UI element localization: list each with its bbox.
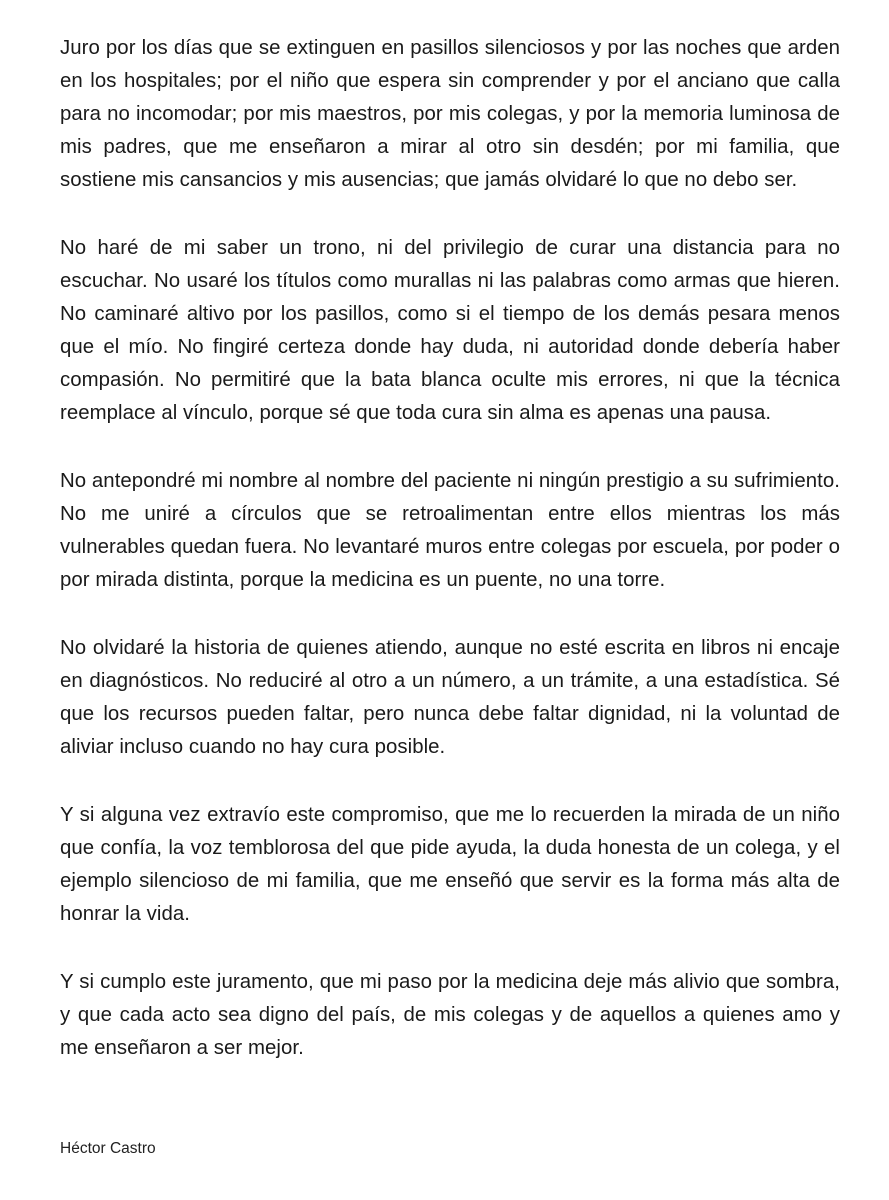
paragraph-3: No antepondré mi nombre al nombre del paciente ni ningún prestigio a su sufrimiento. No me uniré a círculos que se retroalimentan entre ellos mientras los más vulnerables quedan fuera. No levantaré muros entre colegas por escuela, por poder o por mirada distinta, porque la medicina es un puente, no una torre. [60, 470, 840, 591]
paragraph-4: No olvidaré la historia de quienes atiendo, aunque no esté escrita en libros ni encaje en diagnósticos. No reduciré al otro a un número, a un trámite, a una estadística. Sé que los recursos pueden faltar, pero nunca debe faltar dignidad, ni la voluntad de aliviar incluso cuando no hay cura posible. [60, 637, 840, 758]
oath-text [60, 32, 840, 1100]
paragraph-5: Y si alguna vez extravío este compromiso, que me lo recuerden la mirada de un niño que confía, la voz temblorosa del que pide ayuda, la duda honesta de un colega, y el ejemplo silencioso de mi familia, que me enseñó que servir es la forma más alta de honrar la vida. [60, 804, 840, 925]
author-signature: Héctor Castro [60, 1140, 156, 1157]
paragraph-2: No haré de mi saber un trono, ni del privilegio de curar una distancia para no escuchar. No usaré los títulos como murallas ni las palabras como armas que hieren. No caminaré altivo por los pasillos, como si el tiempo de los demás pesara menos que el mío. No fingiré certeza donde hay duda, ni autoridad donde debería haber compasión. No permitiré que la bata blanca oculte mis errores, ni que la técnica reemplace al vínculo, porque sé que toda cura sin alma es apenas una pausa. [60, 237, 840, 424]
paragraph-6: Y si cumplo este juramento, que mi paso por la medicina deje más alivio que sombra, y que cada acto sea digno del país, de mis colegas y de aquellos a quienes amo y me enseñaron a ser mejor. [60, 971, 840, 1059]
paragraph-1: Juro por los días que se extinguen en pasillos silenciosos y por las noches que arden en los hospitales; por el niño que espera sin comprender y por el anciano que calla para no incomodar; por mis maestros, por mis colegas, y por la memoria luminosa de mis padres, que me enseñaron a mirar al otro sin desdén; por mi familia, que sostiene mis cansancios y mis ausencias; que jamás olvidaré lo que no debo ser. [60, 37, 840, 191]
